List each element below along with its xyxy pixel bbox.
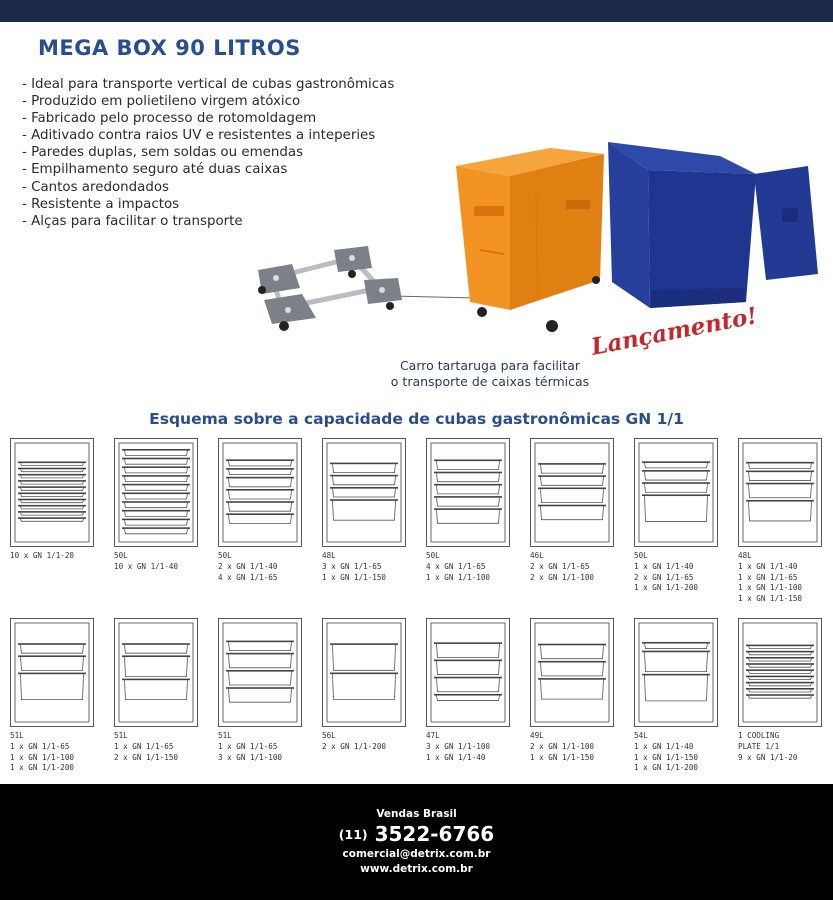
tray-rim (18, 499, 86, 501)
gn-tray (229, 503, 292, 511)
tray-rim (226, 670, 294, 672)
tray-rim (642, 674, 710, 676)
tray-rim (18, 517, 86, 519)
gn-diagram-label (114, 551, 214, 573)
orange-box-image (456, 148, 604, 332)
label-line: 2 x GN 1/1-100 (530, 572, 595, 582)
gn-tray (125, 451, 188, 456)
gn-tray (21, 513, 84, 515)
feature-item: - Cantos aredondados (22, 179, 170, 195)
gn-tray (749, 472, 812, 480)
gn-diagram-svg (323, 619, 405, 726)
gn-tray (437, 473, 500, 481)
gn-tray (229, 478, 292, 486)
label-line: 1 x GN 1/1-65 (114, 741, 174, 751)
gn-diagram-svg (11, 619, 93, 726)
gn-diagram-label (634, 731, 734, 774)
gn-diagram (114, 618, 198, 727)
label-line: 2 x GN 1/1-40 (218, 561, 278, 571)
label-line: 2 x GN 1/1-65 (634, 572, 694, 582)
gn-tray (21, 645, 84, 653)
gn-tray (21, 488, 84, 490)
tray-rim (122, 655, 190, 657)
label-line: 48L (322, 551, 336, 560)
label-line: 51L (218, 731, 232, 740)
label-line: 1 x GN 1/1-200 (634, 763, 699, 773)
gn-diagram-svg (635, 439, 717, 546)
tray-rim (330, 463, 398, 465)
tray-rim (746, 651, 814, 653)
label-line: 1 x GN 1/1-150 (634, 752, 699, 762)
tray-rim (226, 653, 294, 655)
gn-diagram (738, 438, 822, 547)
gn-tray (645, 463, 708, 468)
label-line: 1 x GN 1/1-100 (10, 752, 75, 762)
gn-tray (21, 482, 84, 484)
label-line: 46L (530, 551, 544, 560)
tray-rim (538, 488, 606, 490)
label-line: 1 x GN 1/1-150 (322, 572, 387, 582)
gn-tray (229, 461, 292, 466)
tray-rim (746, 471, 814, 473)
tray-rim (122, 449, 190, 451)
tray-rim (538, 475, 606, 477)
gn-tray (749, 502, 812, 521)
tray-rim (226, 489, 294, 491)
tray-rim (538, 678, 606, 680)
tray-rim (122, 493, 190, 495)
gn-tray (333, 489, 396, 497)
label-line: 2 x GN 1/1-65 (530, 561, 590, 571)
gn-tray (125, 503, 188, 508)
label-line: 50L (634, 551, 648, 560)
label-line: 1 x GN 1/1-40 (634, 561, 694, 571)
gn-diagram-svg (531, 619, 613, 726)
box-outline (743, 623, 817, 722)
launch-badge: Lançamento! (588, 302, 760, 361)
gn-tray (125, 657, 188, 676)
gn-diagram-svg (739, 619, 821, 726)
footer-email[interactable]: comercial@detrix.com.br (342, 848, 491, 860)
gn-tray (645, 484, 708, 492)
footer-label: Vendas Brasil (376, 808, 457, 820)
label-line: 10 x GN 1/1-20 (10, 551, 75, 560)
gn-diagram-label (426, 551, 526, 583)
tray-rim (746, 682, 814, 684)
gn-diagram-svg (323, 439, 405, 546)
tray-rim (122, 466, 190, 468)
feature-item: - Ideal para transporte vertical de cubas gastronômicas (22, 77, 395, 92)
gn-diagram-label (530, 551, 630, 583)
gn-tray (645, 496, 708, 521)
gn-tray (437, 678, 500, 691)
tray-rim (226, 477, 294, 479)
box-outline (431, 623, 505, 722)
tray-rim (538, 644, 606, 646)
gn-tray (749, 484, 812, 497)
tray-rim (434, 496, 502, 498)
tray-rim (330, 673, 398, 675)
tray-rim (330, 487, 398, 489)
label-line: 51L (10, 731, 24, 740)
gn-tray (125, 512, 188, 517)
feature-item: - Resistente a impactos (22, 196, 180, 212)
feature-item: - Produzido em polietileno virgem atóxico (22, 94, 301, 110)
gn-tray (541, 645, 604, 658)
gn-diagram (218, 438, 302, 547)
gn-diagram (322, 618, 406, 727)
tray-rim (226, 501, 294, 503)
tray-rim (746, 483, 814, 485)
tray-rim (18, 474, 86, 476)
caption-line: o transporte de caixas térmicas (390, 374, 590, 389)
label-line: 1 x GN 1/1-40 (426, 752, 486, 762)
gn-tray (645, 652, 708, 671)
label-line: 56L (322, 731, 336, 740)
gn-tray (749, 690, 812, 692)
box-outline (223, 443, 297, 542)
gn-diagram (634, 618, 718, 727)
tray-rim (122, 484, 190, 486)
tray-rim (642, 642, 710, 644)
tray-rim (642, 494, 710, 496)
gn-tray (21, 500, 84, 502)
gn-diagram (634, 438, 718, 547)
label-line: 2 x GN 1/1-150 (114, 752, 179, 762)
gn-diagram-label (10, 551, 110, 562)
gn-tray (125, 459, 188, 464)
tray-rim (18, 468, 86, 470)
gn-diagram-svg (739, 439, 821, 546)
gn-diagram (114, 438, 198, 547)
gn-tray (125, 468, 188, 473)
tray-rim (434, 660, 502, 662)
box-outline (223, 623, 297, 722)
tray-rim (226, 641, 294, 643)
tray-rim (746, 694, 814, 696)
dolly-image (258, 246, 402, 331)
gn-tray (749, 696, 812, 698)
tray-rim (122, 679, 190, 681)
gn-tray (21, 519, 84, 521)
tray-rim (746, 645, 814, 647)
tray-rim (330, 499, 398, 501)
gn-diagram-label (426, 731, 526, 763)
gn-diagram-label (738, 551, 833, 605)
tray-rim (434, 508, 502, 510)
tray-rim (746, 663, 814, 665)
gn-tray (437, 498, 500, 506)
gn-diagram-label (738, 731, 833, 763)
label-line: 47L (426, 731, 440, 740)
gn-tray (333, 645, 396, 670)
tray-rim (122, 527, 190, 529)
gn-tray (541, 663, 604, 676)
gn-diagram (218, 618, 302, 727)
gn-tray (749, 659, 812, 661)
page-title: MEGA BOX 90 LITROS (38, 36, 301, 60)
gn-diagram-label (322, 731, 422, 753)
tray-rim (18, 511, 86, 513)
label-line: 1 x GN 1/1-65 (738, 572, 798, 582)
tray-rim (330, 643, 398, 645)
label-line: 50L (114, 551, 128, 560)
tray-rim (18, 643, 86, 645)
tray-rim (642, 482, 710, 484)
gn-diagram-label (634, 551, 734, 594)
tray-rim (746, 500, 814, 502)
tray-rim (434, 472, 502, 474)
box-outline (327, 443, 401, 542)
label-line: 1 x GN 1/1-200 (634, 583, 699, 593)
gn-tray (125, 485, 188, 490)
leader-line (392, 296, 476, 298)
label-line: 3 x GN 1/1-65 (322, 561, 382, 571)
gn-diagram-svg (115, 439, 197, 546)
top-bar (0, 0, 833, 22)
gn-tray (21, 657, 84, 670)
gn-tray (21, 476, 84, 478)
gn-tray (125, 494, 188, 499)
box-outline (15, 623, 89, 722)
gn-tray (125, 477, 188, 482)
gn-diagram-label (218, 731, 318, 763)
gn-tray (229, 642, 292, 650)
tray-rim (538, 463, 606, 465)
gn-diagram-label (530, 731, 630, 763)
gn-tray (229, 470, 292, 475)
gn-diagram (738, 618, 822, 727)
tray-rim (642, 461, 710, 463)
gn-tray (229, 515, 292, 523)
label-line: 3 x GN 1/1-100 (426, 741, 491, 751)
gn-tray (541, 489, 604, 502)
label-line: 1 x GN 1/1-150 (530, 752, 595, 762)
tray-rim (434, 642, 502, 644)
gn-tray (437, 696, 500, 701)
gn-diagram-label (218, 551, 318, 583)
label-line: 1 x GN 1/1-150 (738, 594, 803, 604)
tray-rim (122, 501, 190, 503)
box-outline (535, 623, 609, 722)
label-line: 4 x GN 1/1-65 (218, 572, 278, 582)
tray-rim (122, 510, 190, 512)
tray-rim (18, 655, 86, 657)
tray-rim (226, 513, 294, 515)
gn-tray (229, 672, 292, 685)
gn-tray (749, 683, 812, 685)
label-line: 54L (634, 731, 648, 740)
gn-tray (229, 689, 292, 702)
tray-rim (122, 458, 190, 460)
gn-tray (437, 486, 500, 494)
gn-tray (333, 674, 396, 699)
tray-rim (18, 480, 86, 482)
feature-item: - Alças para facilitar o transporte (22, 213, 243, 229)
label-line: 50L (218, 551, 232, 560)
gn-diagram-svg (115, 619, 197, 726)
label-line: 48L (738, 551, 752, 560)
tray-rim (538, 505, 606, 507)
gn-tray (437, 644, 500, 657)
tray-rim (18, 493, 86, 495)
box-outline (535, 443, 609, 542)
tray-rim (226, 687, 294, 689)
gn-diagram (322, 438, 406, 547)
gn-diagram-svg (427, 619, 509, 726)
gn-tray (541, 680, 604, 699)
gn-tray (541, 477, 604, 485)
box-outline (431, 443, 505, 542)
gn-tray (645, 472, 708, 480)
tray-rim (746, 657, 814, 659)
label-line: 1 x GN 1/1-200 (10, 763, 75, 773)
dolly-caption (370, 358, 610, 390)
gn-tray (749, 646, 812, 648)
label-line: 9 x GN 1/1-20 (738, 752, 798, 762)
gn-tray (21, 507, 84, 509)
tray-rim (122, 475, 190, 477)
gn-diagram (426, 618, 510, 727)
gn-tray (333, 476, 396, 484)
gn-tray (125, 520, 188, 525)
feature-item: - Fabricado pelo processo de rotomoldagem (22, 111, 317, 127)
gn-diagram (10, 438, 94, 547)
gn-tray (541, 465, 604, 473)
label-line: 50L (426, 551, 440, 560)
gn-diagram (10, 618, 94, 727)
tray-rim (18, 486, 86, 488)
gn-tray (749, 671, 812, 673)
gn-diagram-svg (531, 439, 613, 546)
caption-line: Carro tartaruga para facilitar (399, 358, 581, 373)
gn-diagram-svg (219, 439, 301, 546)
gn-tray (749, 652, 812, 654)
tray-rim (746, 676, 814, 678)
gn-tray (229, 491, 292, 499)
tray-rim (746, 669, 814, 671)
label-line: 1 x GN 1/1-40 (738, 561, 798, 571)
gn-diagram-label (10, 731, 110, 774)
box-outline (119, 623, 193, 722)
gn-tray (229, 654, 292, 667)
gn-diagram-svg (635, 619, 717, 726)
gn-diagram-svg (427, 439, 509, 546)
gn-diagram-svg (11, 439, 93, 546)
gn-tray (437, 461, 500, 469)
footer-phone-line (0, 822, 833, 846)
label-line: 2 x GN 1/1-100 (530, 741, 595, 751)
gn-tray (125, 645, 188, 653)
gn-diagram (426, 438, 510, 547)
tray-rim (226, 468, 294, 470)
label-line: 1 x GN 1/1-100 (738, 583, 803, 593)
tray-rim (434, 677, 502, 679)
scheme-title: Esquema sobre a capacidade de cubas gastronômicas GN 1/1 (149, 410, 684, 428)
tray-rim (746, 462, 814, 464)
gn-tray (645, 644, 708, 649)
gn-tray (21, 674, 84, 699)
gn-tray (645, 675, 708, 700)
gn-tray (437, 661, 500, 674)
tray-rim (226, 459, 294, 461)
label-line: PLATE 1/1 (738, 741, 780, 751)
label-line: 3 x GN 1/1-100 (218, 752, 283, 762)
feature-item: - Empilhamento seguro até duas caixas (22, 162, 288, 178)
label-line: 51L (114, 731, 128, 740)
tray-rim (434, 484, 502, 486)
label-line: 2 x GN 1/1-200 (322, 741, 387, 751)
gn-tray (333, 464, 396, 472)
gn-tray (749, 665, 812, 667)
tray-rim (642, 651, 710, 653)
gn-diagram-label (322, 551, 422, 583)
gn-diagram (530, 438, 614, 547)
tray-rim (434, 460, 502, 462)
gn-diagram-label (114, 731, 214, 763)
gn-tray (333, 501, 396, 520)
gn-tray (21, 463, 84, 465)
tray-rim (330, 475, 398, 477)
label-line: 1 x GN 1/1-40 (634, 741, 694, 751)
gn-tray (749, 463, 812, 468)
tray-rim (434, 694, 502, 696)
label-line: 1 x GN 1/1-65 (218, 741, 278, 751)
tray-rim (746, 688, 814, 690)
label-line: 1 x GN 1/1-100 (426, 572, 491, 582)
box-outline (743, 443, 817, 542)
label-line: 1 x GN 1/1-65 (10, 741, 70, 751)
box-outline (639, 623, 713, 722)
tray-rim (18, 505, 86, 507)
gn-tray (437, 510, 500, 523)
tray-rim (18, 673, 86, 675)
tray-rim (642, 470, 710, 472)
footer-website[interactable]: www.detrix.com.br (360, 863, 473, 875)
phone-number[interactable]: 3522-6766 (374, 822, 495, 846)
gn-tray (21, 494, 84, 496)
feature-item: - Paredes duplas, sem soldas ou emendas (22, 145, 304, 161)
tray-rim (122, 643, 190, 645)
gn-tray (125, 680, 188, 699)
tray-rim (538, 661, 606, 663)
gn-tray (21, 469, 84, 471)
label-line: 49L (530, 731, 544, 740)
label-line: 4 x GN 1/1-65 (426, 561, 486, 571)
label-line: 1 COOLING (738, 731, 780, 740)
label-line: 10 x GN 1/1-40 (114, 561, 179, 571)
tray-rim (18, 462, 86, 464)
gn-tray (749, 677, 812, 679)
phone-prefix: (11) (338, 827, 368, 842)
tray-rim (122, 519, 190, 521)
gn-tray (541, 506, 604, 519)
gn-tray (125, 529, 188, 534)
gn-diagram (530, 618, 614, 727)
feature-item: - Aditivado contra raios UV e resistentes a inteperies (22, 128, 376, 144)
blue-box-image (608, 142, 818, 308)
gn-diagram-svg (219, 619, 301, 726)
